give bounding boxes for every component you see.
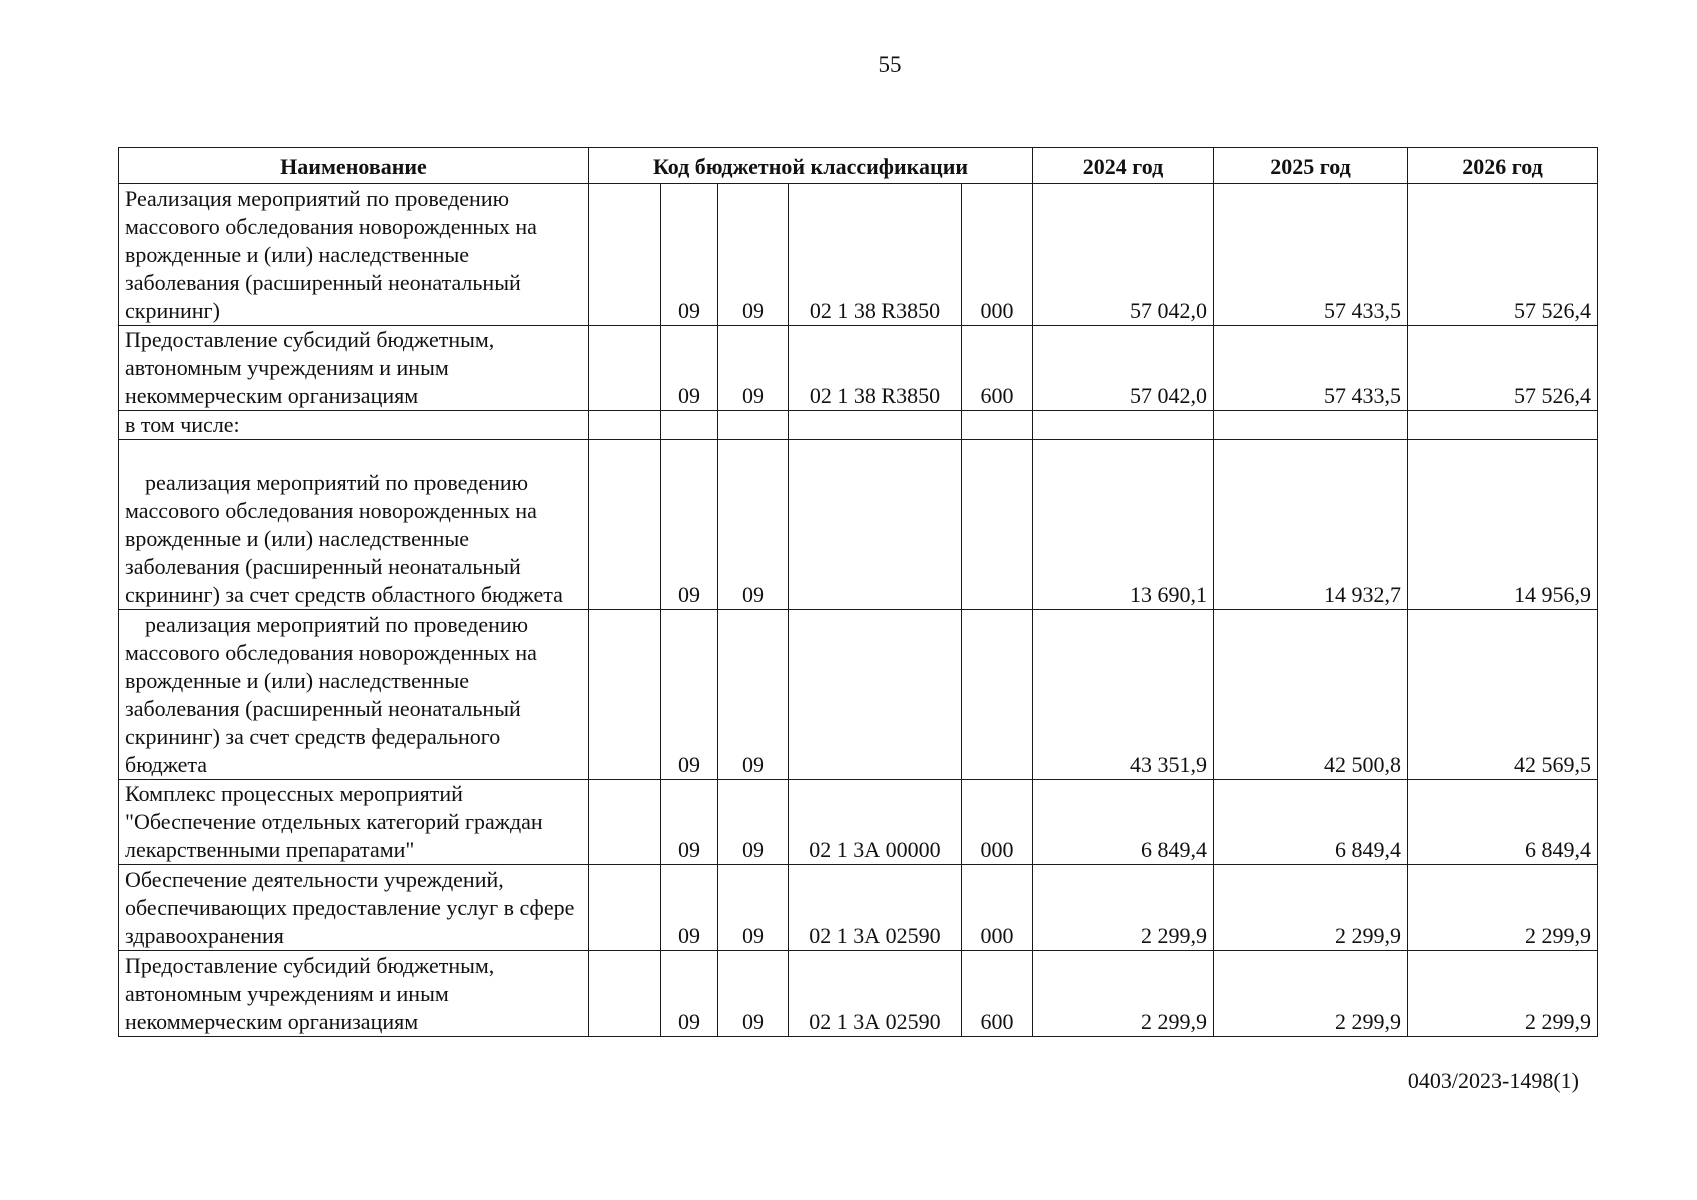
table-row [119,610,1598,780]
value-2025: 57 433,5 [1214,326,1408,411]
header-2024: 2024 год [1033,148,1214,184]
document-id: 0403/2023-1498(1) [1407,1068,1579,1093]
code-subsection: 09 [718,326,789,411]
code-section: 09 [661,326,718,411]
value-2026: 6 849,4 [1408,780,1598,865]
code-section: 09 [661,610,718,780]
row-name: реализация мероприятий по проведению массового обследования новорожденных на врожденные и (или) наследственные заболевания (расширенный неонатальный скрининг) за счет средств областного бюджета [119,440,589,610]
table-row [119,951,1598,1037]
header-row [119,148,1598,184]
code-blank [589,780,661,865]
code-target [789,440,962,610]
value-2025 [1214,411,1408,440]
code-target: 02 1 3А 02590 [789,951,962,1037]
value-2026: 57 526,4 [1408,184,1598,326]
value-2025: 42 500,8 [1214,610,1408,780]
value-2024: 6 849,4 [1033,780,1214,865]
code-section: 09 [661,184,718,326]
code-blank [589,951,661,1037]
header-2026: 2026 год [1408,148,1598,184]
value-2024: 57 042,0 [1033,184,1214,326]
row-name: Комплекс процессных мероприятий "Обеспечение отдельных категорий граждан лекарственными препаратами" [119,780,589,865]
code-expense-type [962,411,1033,440]
value-2024: 57 042,0 [1033,326,1214,411]
value-2024: 13 690,1 [1033,440,1214,610]
value-2024: 2 299,9 [1033,951,1214,1037]
value-2025: 14 932,7 [1214,440,1408,610]
table-row [119,865,1598,951]
value-2025: 2 299,9 [1214,865,1408,951]
budget-table [118,147,1598,1037]
table-row [119,326,1598,411]
code-expense-type [962,440,1033,610]
code-expense-type: 000 [962,865,1033,951]
row-name: в том числе: [119,411,589,440]
code-target: 02 1 38 R3850 [789,326,962,411]
value-2024 [1033,411,1214,440]
row-name: Обеспечение деятельности учреждений, обеспечивающих предоставление услуг в сфере здравоохранения [119,865,589,951]
code-section: 09 [661,865,718,951]
code-blank [589,440,661,610]
value-2026: 14 956,9 [1408,440,1598,610]
code-expense-type: 600 [962,326,1033,411]
header-name: Наименование [119,148,589,184]
header-2025: 2025 год [1214,148,1408,184]
code-target: 02 1 3А 02590 [789,865,962,951]
row-name: Предоставление субсидий бюджетным, автономным учреждениям и иным некоммерческим организациям [119,326,589,411]
code-blank [589,411,661,440]
code-expense-type [962,610,1033,780]
value-2026: 42 569,5 [1408,610,1598,780]
code-section: 09 [661,951,718,1037]
code-target: 02 1 38 R3850 [789,184,962,326]
code-section: 09 [661,780,718,865]
code-blank [589,326,661,411]
table-row [119,411,1598,440]
value-2024: 43 351,9 [1033,610,1214,780]
code-blank [589,865,661,951]
code-target [789,610,962,780]
table-row [119,780,1598,865]
code-subsection: 09 [718,440,789,610]
header-code: Код бюджетной классификации [589,148,1033,184]
code-expense-type: 000 [962,184,1033,326]
row-name: Предоставление субсидий бюджетным, автономным учреждениям и иным некоммерческим организациям [119,951,589,1037]
code-subsection: 09 [718,865,789,951]
code-subsection: 09 [718,610,789,780]
code-target [789,411,962,440]
value-2026: 2 299,9 [1408,865,1598,951]
code-subsection: 09 [718,184,789,326]
code-target: 02 1 3А 00000 [789,780,962,865]
code-subsection [718,411,789,440]
code-section: 09 [661,440,718,610]
value-2024: 2 299,9 [1033,865,1214,951]
code-blank [589,610,661,780]
value-2025: 57 433,5 [1214,184,1408,326]
table-row [119,184,1598,326]
row-name: Реализация мероприятий по проведению массового обследования новорожденных на врожденные и (или) наследственные заболевания (расширенный неонатальный скрининг) [119,184,589,326]
table-row [119,440,1598,610]
value-2026: 57 526,4 [1408,326,1598,411]
value-2025: 2 299,9 [1214,951,1408,1037]
code-subsection: 09 [718,780,789,865]
value-2025: 6 849,4 [1214,780,1408,865]
page-number: 55 [878,52,902,77]
code-section [661,411,718,440]
row-name: реализация мероприятий по проведению массового обследования новорожденных на врожденные и (или) наследственные заболевания (расширенный неонатальный скрининг) за счет средств федерального бюджета [119,610,589,780]
value-2026: 2 299,9 [1408,951,1598,1037]
value-2026 [1408,411,1598,440]
code-expense-type: 000 [962,780,1033,865]
code-expense-type: 600 [962,951,1033,1037]
code-subsection: 09 [718,951,789,1037]
code-blank [589,184,661,326]
